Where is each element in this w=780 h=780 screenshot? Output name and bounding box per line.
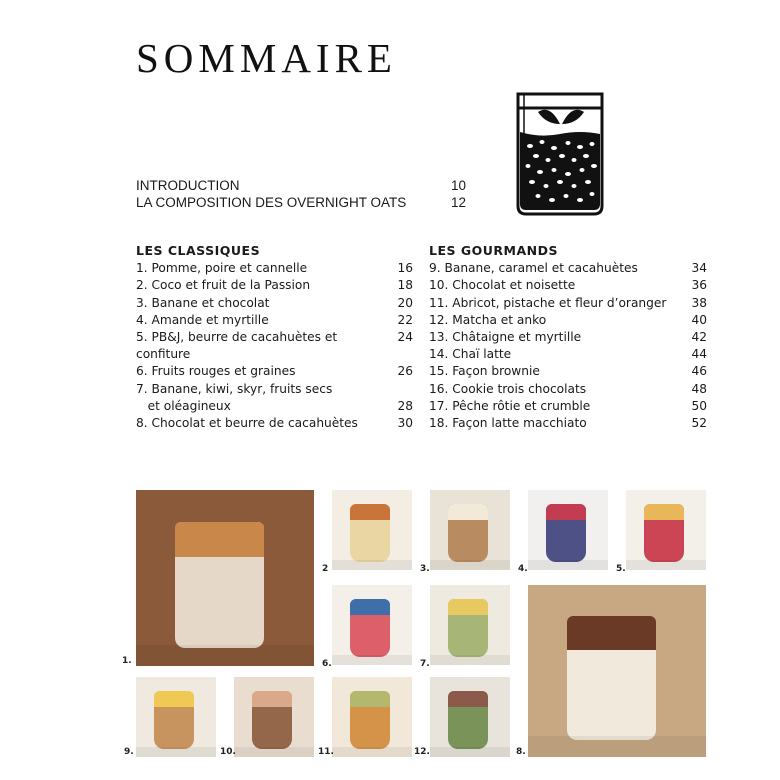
recipe-photo [626,490,706,570]
toc-entry-page: 26 [397,364,413,379]
toc-entry[interactable] [429,346,707,363]
toc-entry-label: 2. Coco et fruit de la Passion [136,278,311,293]
toc-entry-label: 10. Chocolat et noisette [429,278,576,293]
toc-entry[interactable] [429,415,707,432]
toc-entry-label: 1. Pomme, poire et cannelle [136,261,308,276]
photo-number: 5. [616,564,626,574]
toc-entry-page: 18 [397,278,413,293]
photo-number: 4. [518,564,528,574]
toc-entry-page: 42 [691,330,707,345]
toc-entry-page: 16 [397,261,413,276]
toc-entry-page: 24 [397,330,413,345]
toc-entry-page: 38 [691,295,707,310]
photo-number: 10. [220,747,236,757]
photo-number: 8. [516,747,526,757]
photo-number: 12. [414,747,430,757]
toc-entry[interactable] [136,415,413,432]
recipe-photo [234,677,314,757]
toc-entry-page [389,381,413,398]
toc-entry-label: 13. Châtaigne et myrtille [429,330,582,345]
gourmands-section [429,242,707,432]
gourmands-heading: LES GOURMANDS [429,243,558,258]
toc-entry[interactable] [136,312,413,329]
toc-entry-label: 16. Cookie trois chocolats [429,381,587,396]
photo-number: 3. [420,564,430,574]
toc-entry-page: 48 [691,381,707,396]
photo-number: 11. [318,747,334,757]
toc-entry-label: et oléagineux [136,398,231,413]
toc-entry-label: 9. Banane, caramel et cacahuètes [429,261,638,276]
toc-entry[interactable] [429,277,707,294]
recipe-photo [430,677,510,757]
photo-number: 7. [420,659,430,669]
toc-entry-page: 46 [691,364,707,379]
recipe-photo [528,585,706,757]
recipe-photo [430,490,510,570]
toc-entry[interactable] [429,329,707,346]
toc-entry[interactable] [429,312,707,329]
photo-number: 1. [122,656,132,666]
toc-entry-page: 28 [397,398,413,413]
page-title: SOMMAIRE [136,35,397,81]
photo-number: 9. [124,747,134,757]
classiques-heading: LES CLASSIQUES [136,243,261,258]
photo-number: 6. [322,659,332,669]
intro-entry[interactable]: LA COMPOSITION DES OVERNIGHT OATS 12 [136,195,466,210]
toc-entry-page: 44 [691,347,707,362]
intro-entry[interactable]: INTRODUCTION 10 [136,178,466,193]
recipe-photo [332,490,412,570]
toc-entry[interactable] [136,260,413,277]
toc-entry-label: 14. Chaï latte [429,347,512,362]
recipe-photo [430,585,510,665]
photo-number: 2 [322,564,329,574]
toc-entry-label: 5. PB&J, beurre de cacahuètes et confiture [136,330,338,362]
intro-list [136,177,466,211]
toc-entry-page: 40 [691,312,707,327]
toc-entry-page: 36 [691,278,707,293]
recipe-photo [528,490,608,570]
toc-entry-label: 7. Banane, kiwi, skyr, fruits secs [136,381,333,396]
toc-entry[interactable] [136,277,413,294]
jar-illustration-icon [510,86,610,218]
toc-entry[interactable] [136,381,413,398]
toc-entry-page: 34 [691,261,707,276]
toc-entry[interactable] [429,260,707,277]
toc-entry[interactable] [136,329,413,363]
recipe-photo [136,490,314,666]
toc-entry-page: 20 [397,295,413,310]
toc-entry-page: 50 [691,398,707,413]
toc-entry-page: 30 [397,416,413,431]
recipe-photo [136,677,216,757]
toc-entry[interactable] [136,363,413,380]
toc-entry-label: 12. Matcha et anko [429,312,547,327]
toc-entry[interactable] [429,381,707,398]
toc-entry-label: 8. Chocolat et beurre de cacahuètes [136,416,358,431]
toc-entry[interactable] [136,295,413,312]
toc-entry-label: 4. Amande et myrtille [136,312,269,327]
recipe-photo [332,585,412,665]
toc-entry-page: 22 [397,312,413,327]
classiques-section [136,242,413,432]
toc-entry[interactable] [136,398,413,415]
toc-entry-label: 6. Fruits rouges et graines [136,364,296,379]
toc-entry-page: 52 [691,416,707,431]
toc-entry-label: 18. Façon latte macchiato [429,416,587,431]
toc-entry[interactable] [429,363,707,380]
toc-entry-label: 11. Abricot, pistache et fleur d’oranger [429,295,667,310]
toc-entry-label: 3. Banane et chocolat [136,295,270,310]
toc-entry[interactable] [429,398,707,415]
toc-entry-label: 15. Façon brownie [429,364,540,379]
recipe-photo [332,677,412,757]
toc-entry[interactable] [429,295,707,312]
toc-entry-label: 17. Pêche rôtie et crumble [429,398,591,413]
